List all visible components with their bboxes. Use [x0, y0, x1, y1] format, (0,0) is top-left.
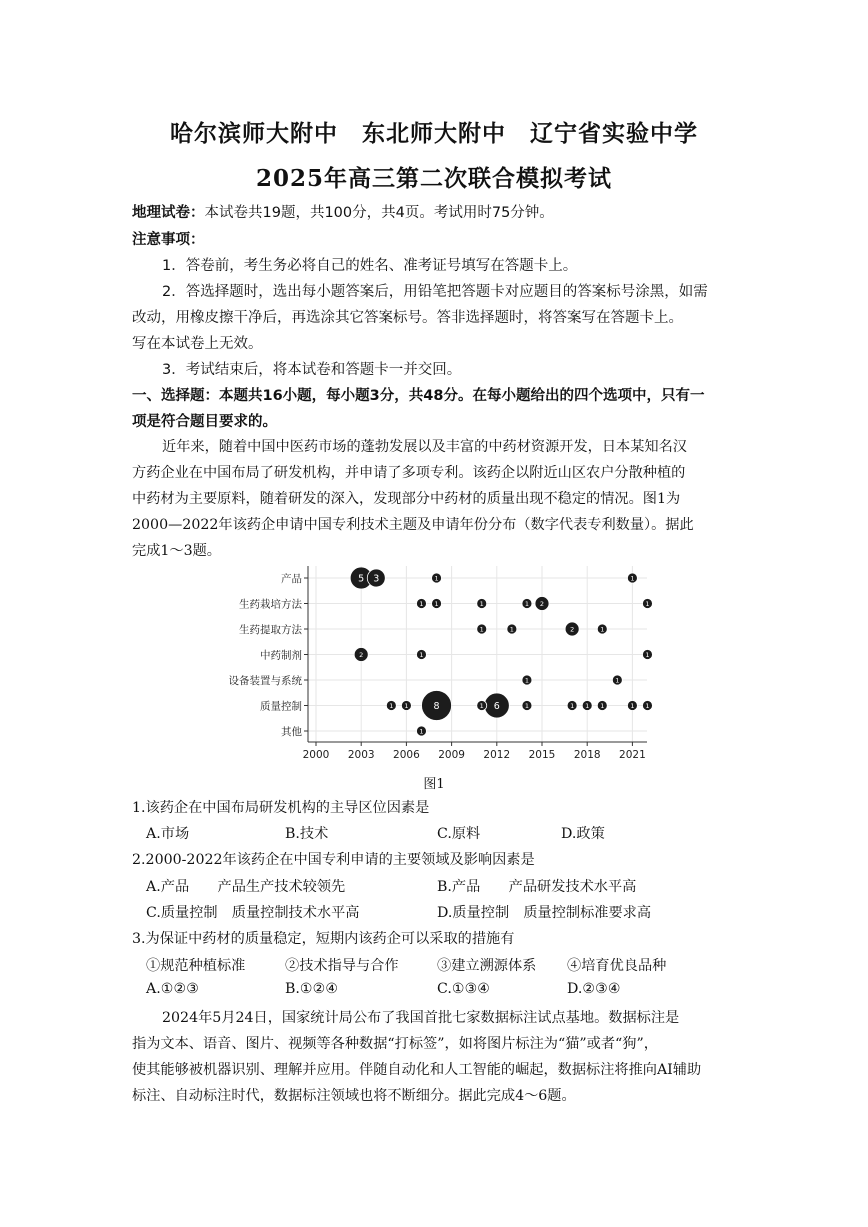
q3-item: ①规范种植标准	[146, 958, 246, 974]
bubble-count-label: 1	[600, 702, 605, 710]
bubble-count-label: 3	[373, 573, 380, 585]
passage2-line: 标注、自动标注时代，数据标注领域也将不断细分。据此完成4～6题。	[132, 1088, 576, 1104]
bubble-count-label: 8	[433, 701, 440, 712]
bubble-count-label: 2	[359, 651, 364, 659]
y-tick-label: 生药提取方法	[239, 624, 302, 636]
q2-option-a: A.产品 产品生产技术较领先	[146, 879, 346, 895]
x-tick-label: 2015	[528, 749, 556, 761]
q1-option-c: C.原料	[437, 826, 481, 842]
question-3: 3.为保证中药材的质量稳定，短期内该药企可以采取的措施有	[132, 931, 515, 947]
y-tick-label: 中药制剂	[260, 649, 302, 662]
x-tick-label: 2000	[302, 749, 330, 761]
bubble-count-label: 1	[509, 625, 514, 634]
bubble-count-label: 1	[479, 625, 484, 634]
bubble-count-label: 1	[645, 702, 650, 710]
note-2-line-2: 改动，用橡皮擦干净后，再选涂其它答案标号。答非选择题时，将答案写在答题卡上。	[132, 310, 683, 326]
bubble-count-label: 1	[585, 702, 590, 710]
passage2-line: 2024年5月24日，国家统计局公布了我国首批七家数据标注试点基地。数据标注是	[162, 1010, 680, 1026]
passage1-line: 近年来，随着中国中医药市场的蓬勃发展以及丰富的中药材资源开发，日本某知名汉	[162, 439, 687, 455]
y-tick-label: 质量控制	[260, 700, 302, 713]
passage2-line: 指为文本、语音、图片、视频等各种数据“打标签”，如将图片标注为“猫”或者“狗”，	[132, 1036, 658, 1052]
q1-option-b: B.技术	[285, 826, 329, 842]
bubble-count-label: 6	[493, 701, 500, 712]
note-1: 1．答卷前，考生务必将自己的姓名、准考证号填写在答题卡上。	[162, 258, 578, 274]
bubble-count-label: 1	[615, 676, 620, 685]
bubble-count-label: 1	[479, 702, 484, 710]
q2-option-b: B.产品 产品研发技术水平高	[437, 879, 637, 895]
bubble-count-label: 1	[434, 600, 439, 608]
bubble-count-label: 1	[419, 600, 424, 608]
y-tick-label: 设备装置与系统	[228, 675, 302, 687]
bubble-count-label: 1	[419, 651, 424, 659]
x-tick-label: 2009	[438, 749, 465, 761]
bubble-count-label: 1	[524, 600, 530, 608]
bubble-count-label: 1	[524, 676, 530, 685]
section-heading-line-1: 一、选择题：本题共16小题，每小题3分，共48分。在每小题给出的四个选项中，只有一	[132, 388, 705, 404]
bubble-count-label: 1	[479, 600, 484, 608]
paper-info-line	[132, 201, 554, 222]
q2-option-c: C.质量控制 质量控制技术水平高	[146, 905, 360, 921]
bubble-count-label: 1	[570, 702, 575, 710]
passage2-line: 使其能够被机器识别、理解并应用。伴随自动化和人工智能的崛起，数据标注将推向AI辅助	[132, 1062, 702, 1078]
paper-info: 本试卷共19题，共100分，共4页。考试用时75分钟。	[204, 205, 554, 221]
q1-option-d: D.政策	[561, 826, 605, 842]
exam-name-title: 2025年高三第二次联合模拟考试	[255, 165, 612, 192]
bubble-count-label: 1	[524, 702, 530, 710]
x-tick-label: 2003	[347, 749, 375, 761]
y-tick-label: 生药栽培方法	[239, 598, 302, 611]
bubble-count-label: 5	[358, 573, 365, 585]
note-2-line-3: 写在本试卷上无效。	[132, 336, 263, 352]
bubble-count-label: 1	[630, 574, 635, 583]
bubble-count-label: 1	[434, 574, 439, 583]
question-1: 1.该药企在中国布局研发机构的主导区位因素是	[132, 800, 430, 816]
bubble-count-label: 2	[570, 625, 575, 634]
bubble-count-label: 2	[539, 600, 545, 608]
question-2: 2.2000-2022年该药企在中国专利申请的主要领域及影响因素是	[132, 852, 535, 868]
bubble-count-label: 1	[389, 702, 394, 710]
bubble-count-label: 1	[645, 651, 650, 659]
q3-item: ④培育优良品种	[567, 958, 667, 974]
bubble-count-label: 1	[645, 600, 650, 608]
exam-schools-title: 哈尔滨师大附中 东北师大附中 辽宁省实验中学	[170, 120, 698, 147]
passage1-line: 方药企业在中国布局了研发机构，并申请了多项专利。该药企以附近山区农户分散种植的	[132, 465, 686, 481]
q3-option-d: D.②③④	[567, 981, 621, 997]
bubble-count-label: 1	[404, 702, 409, 710]
q3-item: ②技术指导与合作	[285, 958, 399, 974]
passage1-line: 2000—2022年该药企申请中国专利技术主题及申请年份分布（数字代表专利数量）。据此	[132, 517, 694, 533]
section-heading-line-2: 项是符合题目要求的。	[132, 414, 277, 430]
x-tick-label: 2006	[393, 749, 420, 761]
bubble-count-label: 1	[600, 625, 605, 634]
note-2-line-1: 2．答选择题时，选出每小题答案后，用铅笔把答题卡对应题目的答案标号涂黑，如需	[162, 284, 708, 300]
y-tick-label: 其他	[281, 726, 302, 738]
bubble-count-label: 1	[630, 702, 635, 710]
q1-option-a: A.市场	[146, 826, 190, 842]
bubble-count-label: 1	[419, 727, 424, 736]
x-tick-label: 2012	[483, 749, 511, 761]
passage1-line: 完成1～3题。	[132, 543, 221, 559]
q3-option-a: A.①②③	[146, 981, 199, 997]
q3-option-b: B.①②④	[285, 981, 339, 997]
q2-option-d: D.质量控制 质量控制标准要求高	[437, 905, 652, 921]
figure-caption: 图1	[423, 777, 445, 792]
passage1-line: 中药材为主要原料，随着研发的深入，发现部分中药材的质量出现不稳定的情况。图1为	[132, 491, 681, 507]
x-tick-label: 2021	[619, 749, 646, 761]
patent-bubble-chart	[200, 562, 670, 767]
paper-label: 地理试卷：	[132, 205, 205, 221]
q3-item: ③建立溯源体系	[437, 958, 537, 974]
q3-option-c: C.①③④	[437, 981, 491, 997]
note-3: 3．考试结束后，将本试卷和答题卡一并交回。	[162, 362, 462, 378]
y-tick-label: 产品	[281, 573, 302, 585]
notes-title: 注意事项：	[132, 232, 205, 248]
x-tick-label: 2018	[573, 749, 601, 761]
